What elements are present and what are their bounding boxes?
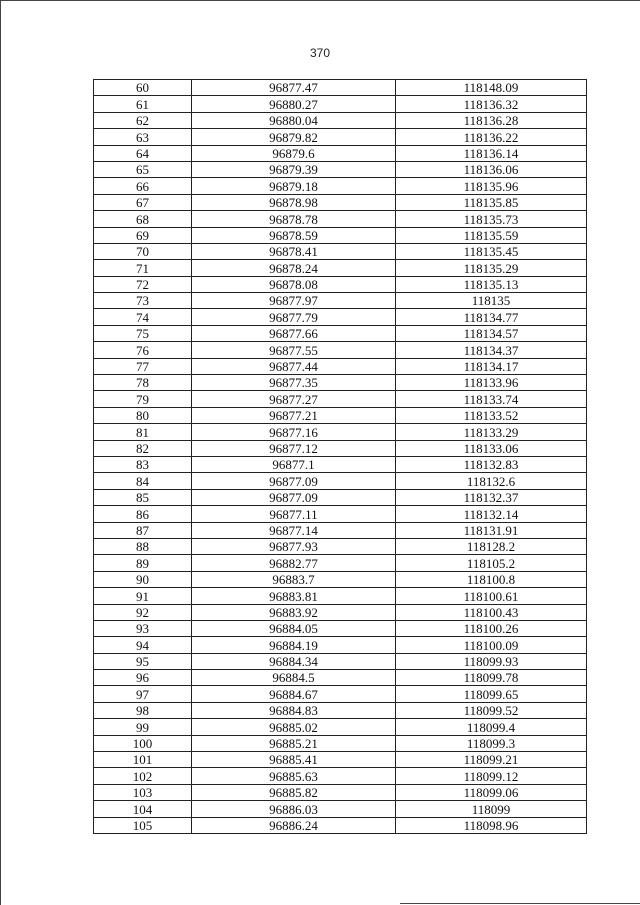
x-coordinate-cell: 96877.47 <box>192 80 396 96</box>
y-coordinate-cell: 118099.65 <box>396 686 587 702</box>
point-number-cell: 65 <box>94 161 192 177</box>
y-coordinate-cell: 118099.4 <box>396 719 587 735</box>
y-coordinate-cell: 118128.2 <box>396 538 587 554</box>
table-row <box>94 456 587 472</box>
point-number-cell: 85 <box>94 489 192 505</box>
x-coordinate-cell: 96877.27 <box>192 391 396 407</box>
table-row <box>94 653 587 669</box>
table-row <box>94 670 587 686</box>
y-coordinate-cell: 118136.32 <box>396 96 587 112</box>
x-coordinate-cell: 96877.1 <box>192 456 396 472</box>
y-coordinate-cell: 118132.6 <box>396 473 587 489</box>
y-coordinate-cell: 118132.37 <box>396 489 587 505</box>
y-coordinate-cell: 118105.2 <box>396 555 587 571</box>
table-row <box>94 276 587 292</box>
x-coordinate-cell: 96877.12 <box>192 440 396 456</box>
x-coordinate-cell: 96886.03 <box>192 801 396 817</box>
y-coordinate-cell: 118133.29 <box>396 424 587 440</box>
x-coordinate-cell: 96883.7 <box>192 571 396 587</box>
table-row <box>94 112 587 128</box>
table-row <box>94 243 587 259</box>
point-number-cell: 101 <box>94 752 192 768</box>
point-number-cell: 68 <box>94 211 192 227</box>
x-coordinate-cell: 96885.02 <box>192 719 396 735</box>
x-coordinate-cell: 96879.6 <box>192 145 396 161</box>
point-number-cell: 89 <box>94 555 192 571</box>
y-coordinate-cell: 118133.06 <box>396 440 587 456</box>
table-row <box>94 637 587 653</box>
point-number-cell: 76 <box>94 342 192 358</box>
y-coordinate-cell: 118136.22 <box>396 129 587 145</box>
table-row <box>94 161 587 177</box>
point-number-cell: 104 <box>94 801 192 817</box>
point-number-cell: 72 <box>94 276 192 292</box>
point-number-cell: 81 <box>94 424 192 440</box>
table-row <box>94 571 587 587</box>
table-row <box>94 506 587 522</box>
x-coordinate-cell: 96877.09 <box>192 473 396 489</box>
x-coordinate-cell: 96877.66 <box>192 325 396 341</box>
x-coordinate-cell: 96884.05 <box>192 620 396 636</box>
y-coordinate-cell: 118135.85 <box>396 194 587 210</box>
y-coordinate-cell: 118132.83 <box>396 456 587 472</box>
x-coordinate-cell: 96879.18 <box>192 178 396 194</box>
point-number-cell: 91 <box>94 588 192 604</box>
y-coordinate-cell: 118148.09 <box>396 80 587 96</box>
point-number-cell: 98 <box>94 702 192 718</box>
point-number-cell: 88 <box>94 538 192 554</box>
page-edge-bottom <box>400 903 640 904</box>
y-coordinate-cell: 118135 <box>396 293 587 309</box>
table-row <box>94 686 587 702</box>
coordinate-table <box>93 79 587 834</box>
x-coordinate-cell: 96883.81 <box>192 588 396 604</box>
x-coordinate-cell: 96884.83 <box>192 702 396 718</box>
point-number-cell: 100 <box>94 735 192 751</box>
y-coordinate-cell: 118098.96 <box>396 817 587 833</box>
x-coordinate-cell: 96877.79 <box>192 309 396 325</box>
table-row <box>94 145 587 161</box>
page-number: 370 <box>309 46 331 60</box>
point-number-cell: 86 <box>94 506 192 522</box>
table-row <box>94 358 587 374</box>
x-coordinate-cell: 96885.21 <box>192 735 396 751</box>
table-row <box>94 211 587 227</box>
y-coordinate-cell: 118099.06 <box>396 784 587 800</box>
table-row <box>94 260 587 276</box>
x-coordinate-cell: 96878.41 <box>192 243 396 259</box>
point-number-cell: 64 <box>94 145 192 161</box>
table-row <box>94 407 587 423</box>
x-coordinate-cell: 96878.08 <box>192 276 396 292</box>
y-coordinate-cell: 118135.73 <box>396 211 587 227</box>
y-coordinate-cell: 118134.37 <box>396 342 587 358</box>
point-number-cell: 60 <box>94 80 192 96</box>
table-row <box>94 522 587 538</box>
y-coordinate-cell: 118136.28 <box>396 112 587 128</box>
x-coordinate-cell: 96877.21 <box>192 407 396 423</box>
point-number-cell: 90 <box>94 571 192 587</box>
point-number-cell: 102 <box>94 768 192 784</box>
x-coordinate-cell: 96879.82 <box>192 129 396 145</box>
table-row <box>94 178 587 194</box>
x-coordinate-cell: 96878.98 <box>192 194 396 210</box>
point-number-cell: 77 <box>94 358 192 374</box>
y-coordinate-cell: 118099.3 <box>396 735 587 751</box>
point-number-cell: 103 <box>94 784 192 800</box>
y-coordinate-cell: 118100.43 <box>396 604 587 620</box>
table-row <box>94 440 587 456</box>
table-row <box>94 719 587 735</box>
y-coordinate-cell: 118099.93 <box>396 653 587 669</box>
table-row <box>94 620 587 636</box>
y-coordinate-cell: 118133.74 <box>396 391 587 407</box>
point-number-cell: 62 <box>94 112 192 128</box>
y-coordinate-cell: 118135.29 <box>396 260 587 276</box>
point-number-cell: 79 <box>94 391 192 407</box>
x-coordinate-cell: 96885.82 <box>192 784 396 800</box>
y-coordinate-cell: 118136.14 <box>396 145 587 161</box>
y-coordinate-cell: 118100.61 <box>396 588 587 604</box>
point-number-cell: 94 <box>94 637 192 653</box>
table-row <box>94 604 587 620</box>
point-number-cell: 83 <box>94 456 192 472</box>
table-row <box>94 129 587 145</box>
table-row <box>94 342 587 358</box>
x-coordinate-cell: 96878.24 <box>192 260 396 276</box>
point-number-cell: 84 <box>94 473 192 489</box>
y-coordinate-cell: 118100.8 <box>396 571 587 587</box>
point-number-cell: 99 <box>94 719 192 735</box>
page-edge-top <box>0 0 640 1</box>
point-number-cell: 97 <box>94 686 192 702</box>
x-coordinate-cell: 96880.04 <box>192 112 396 128</box>
point-number-cell: 96 <box>94 670 192 686</box>
point-number-cell: 80 <box>94 407 192 423</box>
y-coordinate-cell: 118099.21 <box>396 752 587 768</box>
x-coordinate-cell: 96882.77 <box>192 555 396 571</box>
point-number-cell: 69 <box>94 227 192 243</box>
table-row <box>94 489 587 505</box>
table-row <box>94 817 587 833</box>
point-number-cell: 66 <box>94 178 192 194</box>
point-number-cell: 67 <box>94 194 192 210</box>
y-coordinate-cell: 118134.57 <box>396 325 587 341</box>
point-number-cell: 74 <box>94 309 192 325</box>
x-coordinate-cell: 96877.09 <box>192 489 396 505</box>
point-number-cell: 71 <box>94 260 192 276</box>
point-number-cell: 95 <box>94 653 192 669</box>
page-edge-left <box>0 0 1 905</box>
table-row <box>94 80 587 96</box>
y-coordinate-cell: 118135.96 <box>396 178 587 194</box>
point-number-cell: 93 <box>94 620 192 636</box>
table-row <box>94 391 587 407</box>
y-coordinate-cell: 118131.91 <box>396 522 587 538</box>
x-coordinate-cell: 96877.11 <box>192 506 396 522</box>
table-row <box>94 325 587 341</box>
x-coordinate-cell: 96886.24 <box>192 817 396 833</box>
x-coordinate-cell: 96877.97 <box>192 293 396 309</box>
x-coordinate-cell: 96878.59 <box>192 227 396 243</box>
point-number-cell: 82 <box>94 440 192 456</box>
table-row <box>94 473 587 489</box>
x-coordinate-cell: 96877.14 <box>192 522 396 538</box>
table-row <box>94 752 587 768</box>
x-coordinate-cell: 96877.55 <box>192 342 396 358</box>
y-coordinate-cell: 118135.59 <box>396 227 587 243</box>
x-coordinate-cell: 96878.78 <box>192 211 396 227</box>
table-row <box>94 555 587 571</box>
y-coordinate-cell: 118132.14 <box>396 506 587 522</box>
table-row <box>94 735 587 751</box>
table-row <box>94 588 587 604</box>
point-number-cell: 70 <box>94 243 192 259</box>
x-coordinate-cell: 96877.16 <box>192 424 396 440</box>
y-coordinate-cell: 118099 <box>396 801 587 817</box>
y-coordinate-cell: 118099.78 <box>396 670 587 686</box>
y-coordinate-cell: 118133.96 <box>396 375 587 391</box>
x-coordinate-cell: 96877.93 <box>192 538 396 554</box>
point-number-cell: 105 <box>94 817 192 833</box>
point-number-cell: 78 <box>94 375 192 391</box>
y-coordinate-cell: 118134.17 <box>396 358 587 374</box>
table-row <box>94 309 587 325</box>
y-coordinate-cell: 118099.52 <box>396 702 587 718</box>
x-coordinate-cell: 96877.35 <box>192 375 396 391</box>
x-coordinate-cell: 96884.67 <box>192 686 396 702</box>
table-row <box>94 293 587 309</box>
point-number-cell: 87 <box>94 522 192 538</box>
x-coordinate-cell: 96877.44 <box>192 358 396 374</box>
y-coordinate-cell: 118136.06 <box>396 161 587 177</box>
point-number-cell: 92 <box>94 604 192 620</box>
x-coordinate-cell: 96885.41 <box>192 752 396 768</box>
y-coordinate-cell: 118135.45 <box>396 243 587 259</box>
table-row <box>94 801 587 817</box>
x-coordinate-cell: 96884.5 <box>192 670 396 686</box>
table-row <box>94 96 587 112</box>
point-number-cell: 73 <box>94 293 192 309</box>
y-coordinate-cell: 118100.26 <box>396 620 587 636</box>
x-coordinate-cell: 96879.39 <box>192 161 396 177</box>
x-coordinate-cell: 96884.19 <box>192 637 396 653</box>
y-coordinate-cell: 118099.12 <box>396 768 587 784</box>
table-row <box>94 194 587 210</box>
y-coordinate-cell: 118135.13 <box>396 276 587 292</box>
table-row <box>94 227 587 243</box>
table-row <box>94 768 587 784</box>
x-coordinate-cell: 96880.27 <box>192 96 396 112</box>
table-row <box>94 784 587 800</box>
coordinate-table-body <box>94 80 587 834</box>
x-coordinate-cell: 96883.92 <box>192 604 396 620</box>
table-row <box>94 424 587 440</box>
y-coordinate-cell: 118134.77 <box>396 309 587 325</box>
point-number-cell: 61 <box>94 96 192 112</box>
point-number-cell: 63 <box>94 129 192 145</box>
table-row <box>94 702 587 718</box>
x-coordinate-cell: 96884.34 <box>192 653 396 669</box>
table-row <box>94 538 587 554</box>
y-coordinate-cell: 118100.09 <box>396 637 587 653</box>
x-coordinate-cell: 96885.63 <box>192 768 396 784</box>
table-row <box>94 375 587 391</box>
y-coordinate-cell: 118133.52 <box>396 407 587 423</box>
point-number-cell: 75 <box>94 325 192 341</box>
